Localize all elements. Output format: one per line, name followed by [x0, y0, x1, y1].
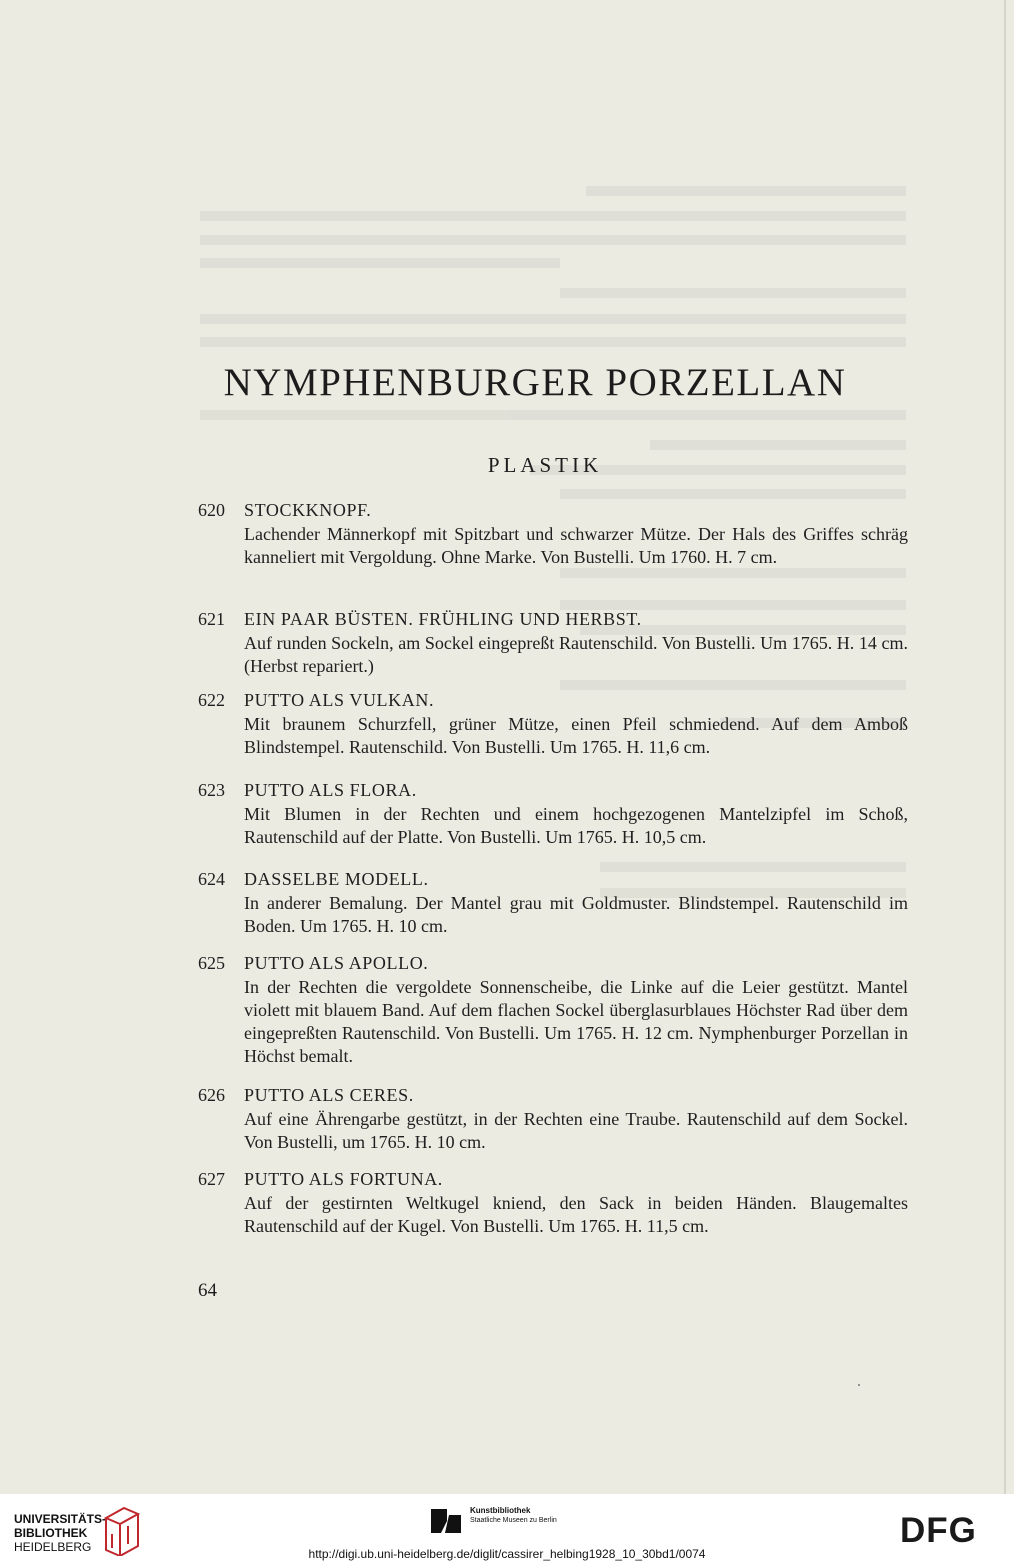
speck	[858, 1384, 860, 1386]
section-heading: PLASTIK	[487, 453, 603, 477]
entry-heading: EIN PAAR BÜSTEN. FRÜHLING UND HERBST.	[244, 609, 642, 629]
kunstbibliothek-wordmark[interactable]	[470, 1506, 557, 1526]
library-line-1: UNIVERSITÄTS-	[14, 1512, 107, 1526]
kb-line-2: Staatliche Museen zu Berlin	[470, 1517, 557, 1524]
entry-description: Auf der gestirnten Weltkugel kniend, den Sack in beiden Händen. Blaugemaltes Rautenschild auf der Kugel. Von Bustelli. Um 1765. H. 11,5 cm.	[244, 1193, 908, 1236]
page-number: 64	[198, 1280, 217, 1301]
permalink-url[interactable]: http://digi.ub.uni-heidelberg.de/diglit/cassirer_helbing1928_10_30bd1/0074	[308, 1547, 706, 1561]
entry-heading: PUTTO ALS FORTUNA.	[244, 1169, 443, 1189]
page-title: NYMPHENBURGER PORZELLAN	[223, 361, 847, 404]
entry-number: 621	[198, 609, 225, 629]
entry-description: Auf runden Sockeln, am Sockel eingepreßt Rautenschild. Von Bustelli. Um 1765. H. 14 cm. (Herbst repariert.)	[244, 633, 908, 676]
library-line-2: BIBLIOTHEK	[14, 1526, 88, 1540]
entry-heading: PUTTO ALS FLORA.	[244, 780, 417, 800]
entry-description: Auf eine Ährengarbe gestützt, in der Rechten eine Traube. Rautenschild auf dem Sockel. Von Bustelli, um 1765. H. 10 cm.	[244, 1109, 908, 1152]
entry-number: 620	[198, 500, 225, 520]
kunstbibliothek-logo-icon	[431, 1509, 461, 1533]
entry-number: 625	[198, 953, 225, 973]
entry-description: Mit Blumen in der Rechten und einem hochgezogenen Mantelzipfel im Schoß, Rautenschild auf der Platte. Von Bustelli. Um 1765. H. 10,5 cm.	[244, 804, 908, 847]
entry-heading: STOCKKNOPF.	[244, 500, 372, 520]
entry-number: 622	[198, 690, 225, 710]
entry-heading: DASSELBE MODELL.	[244, 869, 429, 889]
entry-number: 623	[198, 780, 225, 800]
digitization-footer	[0, 1494, 1014, 1568]
entry-heading: PUTTO ALS CERES.	[244, 1085, 414, 1105]
entry-heading: PUTTO ALS APOLLO.	[244, 953, 429, 973]
entry-description: Lachender Männerkopf mit Spitzbart und schwarzer Mütze. Der Hals des Griffes schräg kanneliert mit Vergoldung. Ohne Marke. Von Bustelli. Um 1760. H. 7 cm.	[244, 524, 908, 567]
page-edge	[1004, 0, 1006, 1494]
entry-number: 624	[198, 869, 225, 889]
entry-number: 626	[198, 1085, 225, 1105]
kb-line-1: Kunstbibliothek	[470, 1506, 531, 1515]
entry-description: In anderer Bemalung. Der Mantel grau mit Goldmuster. Blindstempel. Rautenschild im Boden. Um 1765. H. 10 cm.	[244, 893, 908, 936]
entry-heading: PUTTO ALS VULKAN.	[244, 690, 435, 710]
entry-number: 627	[198, 1169, 225, 1189]
dfg-logo[interactable]: DFG	[900, 1511, 977, 1550]
entry-description: Mit braunem Schurzfell, grüner Mütze, einen Pfeil schmiedend. Auf dem Amboß Blindstempel. Rautenschild. Von Bustelli. Um 1765. H. 11,6 cm.	[244, 714, 908, 757]
entry-description: In der Rechten die vergoldete Sonnenscheibe, die Linke auf die Leier gestützt. Mantel violett mit blauem Band. Auf dem flachen Sockel überglasurblaues Höchster Rad über dem eingepreßten Rautenschild. Von Bustelli. Um 1765. H. 12 cm. Nymphenburger Porzellan in Höchst bemalt.	[244, 977, 908, 1066]
library-line-3: HEIDELBERG	[14, 1540, 92, 1554]
